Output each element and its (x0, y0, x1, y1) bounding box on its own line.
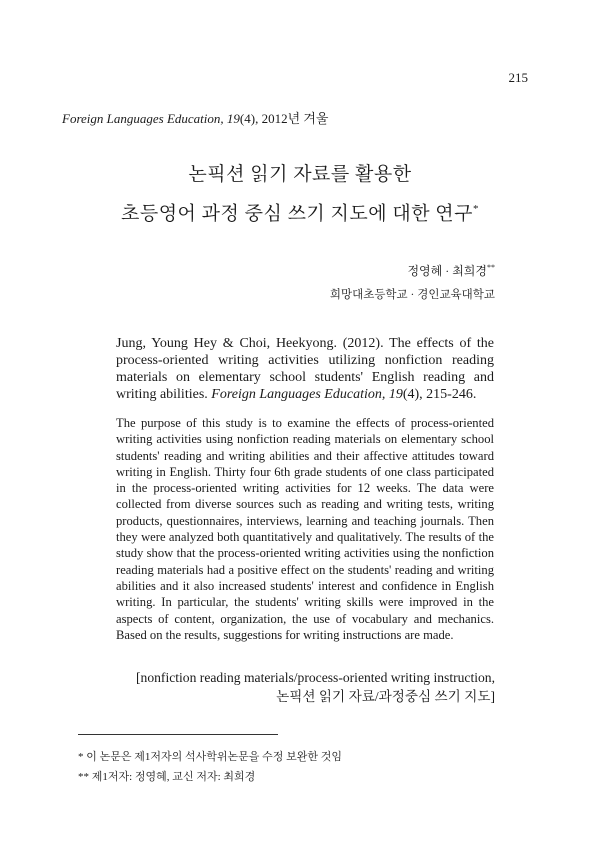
citation-journal: Foreign Languages Education, 19 (211, 387, 403, 402)
journal-volume: 19 (226, 111, 240, 126)
journal-issue-year: (4), 2012년 겨울 (239, 111, 329, 126)
page-number: 215 (508, 70, 528, 85)
keywords-line-2: 논픽션 읽기 자료/과정중심 쓰기 지도] (276, 689, 495, 704)
keywords-line-1: [nonfiction reading materials/process-oriented writing instruction, (136, 670, 495, 685)
footnote-1: * 이 논문은 제1저자의 석사학위논문을 수정 보완한 것임 (78, 751, 343, 763)
authors (407, 262, 495, 279)
paper-title (0, 158, 600, 231)
citation-text: Jung, Young Hey & Choi, Heekyong. (2012). The effects of the process-oriented writing activities utilizing nonfiction reading materials on elementary school students' English reading and writing abilities. (116, 336, 494, 402)
affiliations: 희망대초등학교 · 경인교육대학교 (329, 289, 495, 301)
footnote-2: ** 제1저자: 정영혜, 교신 저자: 최희경 (78, 771, 256, 783)
journal-header (62, 108, 329, 127)
title-line-2-text: 초등영어 과정 중심 쓰기 지도에 대한 연구 (120, 203, 474, 225)
author-footnote-marker: ** (487, 263, 495, 272)
abstract: The purpose of this study is to examine the effects of process-oriented writing activities using nonfiction reading materials on elementary school students' reading and writing abilities and their affective attitudes toward writing in English. Thirty four 6th grade students of one class participated in the process-oriented writing activities for 12 weeks. The data were collected from diverse sources such as reading and writing tests, writing products, questionnaires, interviews, learning and teaching journals. Then they were analyzed both quantitatively and qualitatively. The results of the study show that the process-oriented writing activities using the nonfiction reading materials had a positive effect on the students' reading and writing abilities and it also increased students' interest and confidence in English writing. In particular, the students' writing skills were improved in the aspects of content, organization, the use of vocabulary and mechanics. Based on the results, suggestions for writing instructions are made. (116, 416, 494, 642)
title-footnote-marker: * (473, 203, 480, 215)
title-line-2 (0, 192, 600, 231)
author-names: 정영혜 · 최희경 (407, 264, 487, 278)
citation-pages: (4), 215-246. (402, 387, 477, 402)
title-line-1: 논픽션 읽기 자료를 활용한 (188, 164, 412, 185)
journal-name: Foreign Languages Education, (62, 111, 224, 126)
keywords (136, 668, 495, 706)
footnote-divider (78, 734, 278, 735)
citation (116, 335, 494, 403)
